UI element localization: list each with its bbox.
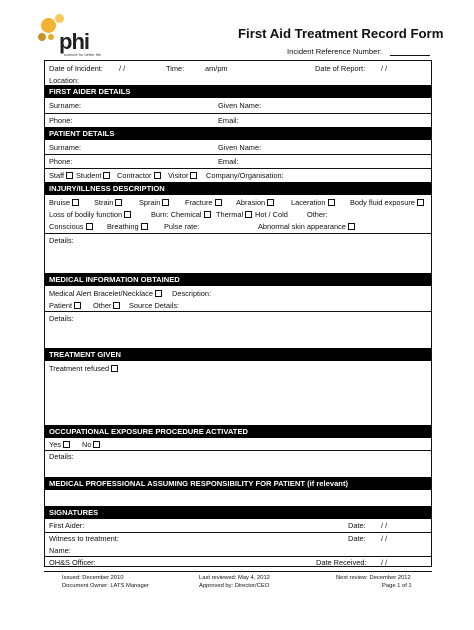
bruise-label: Bruise <box>49 198 70 207</box>
injury-abnormal-skin[interactable] <box>258 223 355 230</box>
source-other-label: Other <box>93 301 112 310</box>
injury-strain[interactable] <box>94 199 122 206</box>
laceration-label: Laceration <box>291 198 326 207</box>
divider <box>45 113 431 114</box>
footer-next-review: Next review: December 2012 <box>336 575 411 581</box>
injury-loss-of-function[interactable] <box>49 211 131 218</box>
form-title: First Aid Treatment Record Form <box>238 26 444 41</box>
divider <box>45 233 431 234</box>
abnormal-skin-label: Abnormal skin appearance <box>258 222 346 231</box>
date-of-report-label: Date of Report: <box>315 64 366 73</box>
medical-professional-heading: MEDICAL PROFESSIONAL ASSUMING RESPONSIBILITY FOR PATIENT (if relevant) <box>45 477 431 490</box>
sprain-label: Sprain <box>139 198 161 207</box>
abrasion-checkbox[interactable] <box>267 199 274 206</box>
injury-other-label: Other: <box>307 210 328 219</box>
injury-breathing[interactable] <box>107 223 148 230</box>
first-aider-given-name-label: Given Name: <box>218 101 262 110</box>
treatment-refused[interactable] <box>49 365 118 372</box>
bracelet-label: Medical Alert Bracelet/Necklace <box>49 289 153 298</box>
injury-thermal[interactable] <box>216 211 252 218</box>
conscious-checkbox[interactable] <box>86 223 93 230</box>
ohs-officer-label: OH&S Officer: <box>49 558 96 567</box>
student-label: Student <box>76 171 102 180</box>
logo-dot-large <box>41 18 56 33</box>
injury-details-label: Details: <box>49 236 74 245</box>
logo-tagline: science for better life <box>64 52 101 57</box>
injury-laceration[interactable] <box>291 199 335 206</box>
company-organisation-label: Company/Organisation: <box>206 171 284 180</box>
injury-sprain[interactable] <box>139 199 169 206</box>
time-label: Time: <box>166 64 185 73</box>
divider <box>45 450 431 451</box>
incident-reference-label: Incident Reference Number: <box>287 47 382 56</box>
patient-surname-label: Surname: <box>49 143 82 152</box>
logo-wordmark: phi <box>59 29 89 54</box>
abrasion-label: Abrasion <box>236 198 266 207</box>
patient-type-visitor[interactable] <box>168 172 197 179</box>
divider <box>45 168 431 169</box>
source-details-label: Source Details: <box>129 301 180 310</box>
treatment-refused-checkbox[interactable] <box>111 365 118 372</box>
exposure-no-label: No <box>82 440 92 449</box>
injury-body-fluid[interactable] <box>350 199 424 206</box>
loss-of-function-checkbox[interactable] <box>124 211 131 218</box>
divider <box>45 311 431 312</box>
divider <box>45 556 431 557</box>
visitor-checkbox[interactable] <box>190 172 197 179</box>
source-patient-label: Patient <box>49 301 73 310</box>
contractor-label: Contractor <box>117 171 152 180</box>
patient-phone-label: Phone: <box>49 157 73 166</box>
exposure-no-checkbox[interactable] <box>93 441 100 448</box>
footer-owner: Document Owner: LATS Manager <box>62 583 149 589</box>
visitor-label: Visitor <box>168 171 189 180</box>
witness-label: Witness to treatment: <box>49 534 119 543</box>
treatment-given-heading: TREATMENT GIVEN <box>45 348 431 361</box>
first-aider-details-heading: FIRST AIDER DETAILS <box>45 85 431 98</box>
footer-page-number: Page 1 of 1 <box>382 583 412 589</box>
exposure-yes-label: Yes <box>49 440 62 449</box>
patient-given-name-label: Given Name: <box>218 143 262 152</box>
first-aider-surname-label: Surname: <box>49 101 82 110</box>
medical-info-heading: MEDICAL INFORMATION OBTAINED <box>45 273 431 286</box>
hot-cold-label: Hot / Cold <box>255 210 288 219</box>
source-other[interactable] <box>93 302 120 309</box>
record-form <box>44 60 432 567</box>
burn-chemical-label: Burn: Chemical <box>151 210 202 219</box>
witness-name-label: Name: <box>49 546 71 555</box>
injury-abrasion[interactable] <box>236 199 274 206</box>
occupational-exposure-heading: OCCUPATIONAL EXPOSURE PROCEDURE ACTIVATED <box>45 425 431 438</box>
injury-hot-cold[interactable] <box>255 211 288 218</box>
bruise-checkbox[interactable] <box>72 199 79 206</box>
date-of-report-field[interactable]: / / <box>381 64 388 73</box>
footer-last-reviewed: Last reviewed: May 4, 2012 <box>199 575 270 581</box>
footer-approved: Approved by: Director/CEO <box>199 583 270 589</box>
first-aider-signature-label: First Aider: <box>49 521 85 530</box>
date-received-label: Date Received: <box>316 558 367 567</box>
location-label: Location: <box>49 76 79 85</box>
exposure-details-label: Details: <box>49 452 74 461</box>
student-checkbox[interactable] <box>103 172 110 179</box>
body-fluid-label: Body fluid exposure <box>350 198 415 207</box>
exposure-yes[interactable] <box>49 441 70 448</box>
date-of-incident-field[interactable]: / / <box>119 64 126 73</box>
injury-burn-chemical[interactable] <box>151 211 211 218</box>
divider <box>45 532 431 533</box>
strain-checkbox[interactable] <box>115 199 122 206</box>
thermal-label: Thermal <box>216 210 244 219</box>
first-aider-date-label: Date: <box>348 521 366 530</box>
first-aider-date-field[interactable]: / / <box>381 521 388 530</box>
loss-of-function-label: Loss of bodily function <box>49 210 123 219</box>
medical-alert-bracelet[interactable] <box>49 290 162 297</box>
sprain-checkbox[interactable] <box>162 199 169 206</box>
witness-date-field[interactable]: / / <box>381 534 388 543</box>
breathing-checkbox[interactable] <box>141 223 148 230</box>
patient-type-student[interactable] <box>76 172 110 179</box>
burn-chemical-checkbox[interactable] <box>204 211 211 218</box>
ampm-field[interactable]: am/pm <box>205 64 228 73</box>
date-of-incident-label: Date of Incident: <box>49 64 103 73</box>
footer-issued: Issued: December 2010 <box>62 575 124 581</box>
logo-dot-tiny <box>48 34 54 40</box>
source-patient[interactable] <box>49 302 81 309</box>
pulse-rate-label: Pulse rate: <box>164 222 200 231</box>
patient-email-label: Email: <box>218 157 239 166</box>
witness-date-label: Date: <box>348 534 366 543</box>
exposure-yes-checkbox[interactable] <box>63 441 70 448</box>
footer-divider <box>44 571 432 572</box>
patient-type-contractor[interactable] <box>117 172 161 179</box>
thermal-checkbox[interactable] <box>245 211 252 218</box>
contractor-checkbox[interactable] <box>154 172 161 179</box>
staff-label: Staff <box>49 171 65 180</box>
signatures-heading: SIGNATURES <box>45 506 431 519</box>
fracture-label: Fracture <box>185 198 213 207</box>
phi-logo <box>37 14 117 60</box>
injury-fracture[interactable] <box>185 199 222 206</box>
breathing-label: Breathing <box>107 222 139 231</box>
abnormal-skin-checkbox[interactable] <box>348 223 355 230</box>
patient-details-heading: PATIENT DETAILS <box>45 127 431 140</box>
medical-description-label: Description: <box>172 289 212 298</box>
injury-bruise[interactable] <box>49 199 79 206</box>
body-fluid-checkbox[interactable] <box>417 199 424 206</box>
incident-reference-field[interactable] <box>390 55 430 56</box>
treatment-refused-label: Treatment refused <box>49 364 110 373</box>
logo-dot-small <box>38 33 46 41</box>
conscious-label: Conscious <box>49 222 84 231</box>
divider <box>45 154 431 155</box>
source-patient-checkbox[interactable] <box>74 302 81 309</box>
medical-details-label: Details: <box>49 314 74 323</box>
logo-dot-medium <box>55 14 64 23</box>
bracelet-checkbox[interactable] <box>155 290 162 297</box>
date-received-field[interactable]: / / <box>381 558 388 567</box>
first-aider-email-label: Email: <box>218 116 239 125</box>
first-aider-phone-label: Phone: <box>49 116 73 125</box>
exposure-no[interactable] <box>82 441 100 448</box>
fracture-checkbox[interactable] <box>215 199 222 206</box>
injury-illness-heading: INJURY/ILLNESS DESCRIPTION <box>45 182 431 195</box>
laceration-checkbox[interactable] <box>328 199 335 206</box>
staff-checkbox[interactable] <box>66 172 73 179</box>
patient-type-staff[interactable] <box>49 172 73 179</box>
strain-label: Strain <box>94 198 114 207</box>
source-other-checkbox[interactable] <box>113 302 120 309</box>
injury-conscious[interactable] <box>49 223 93 230</box>
